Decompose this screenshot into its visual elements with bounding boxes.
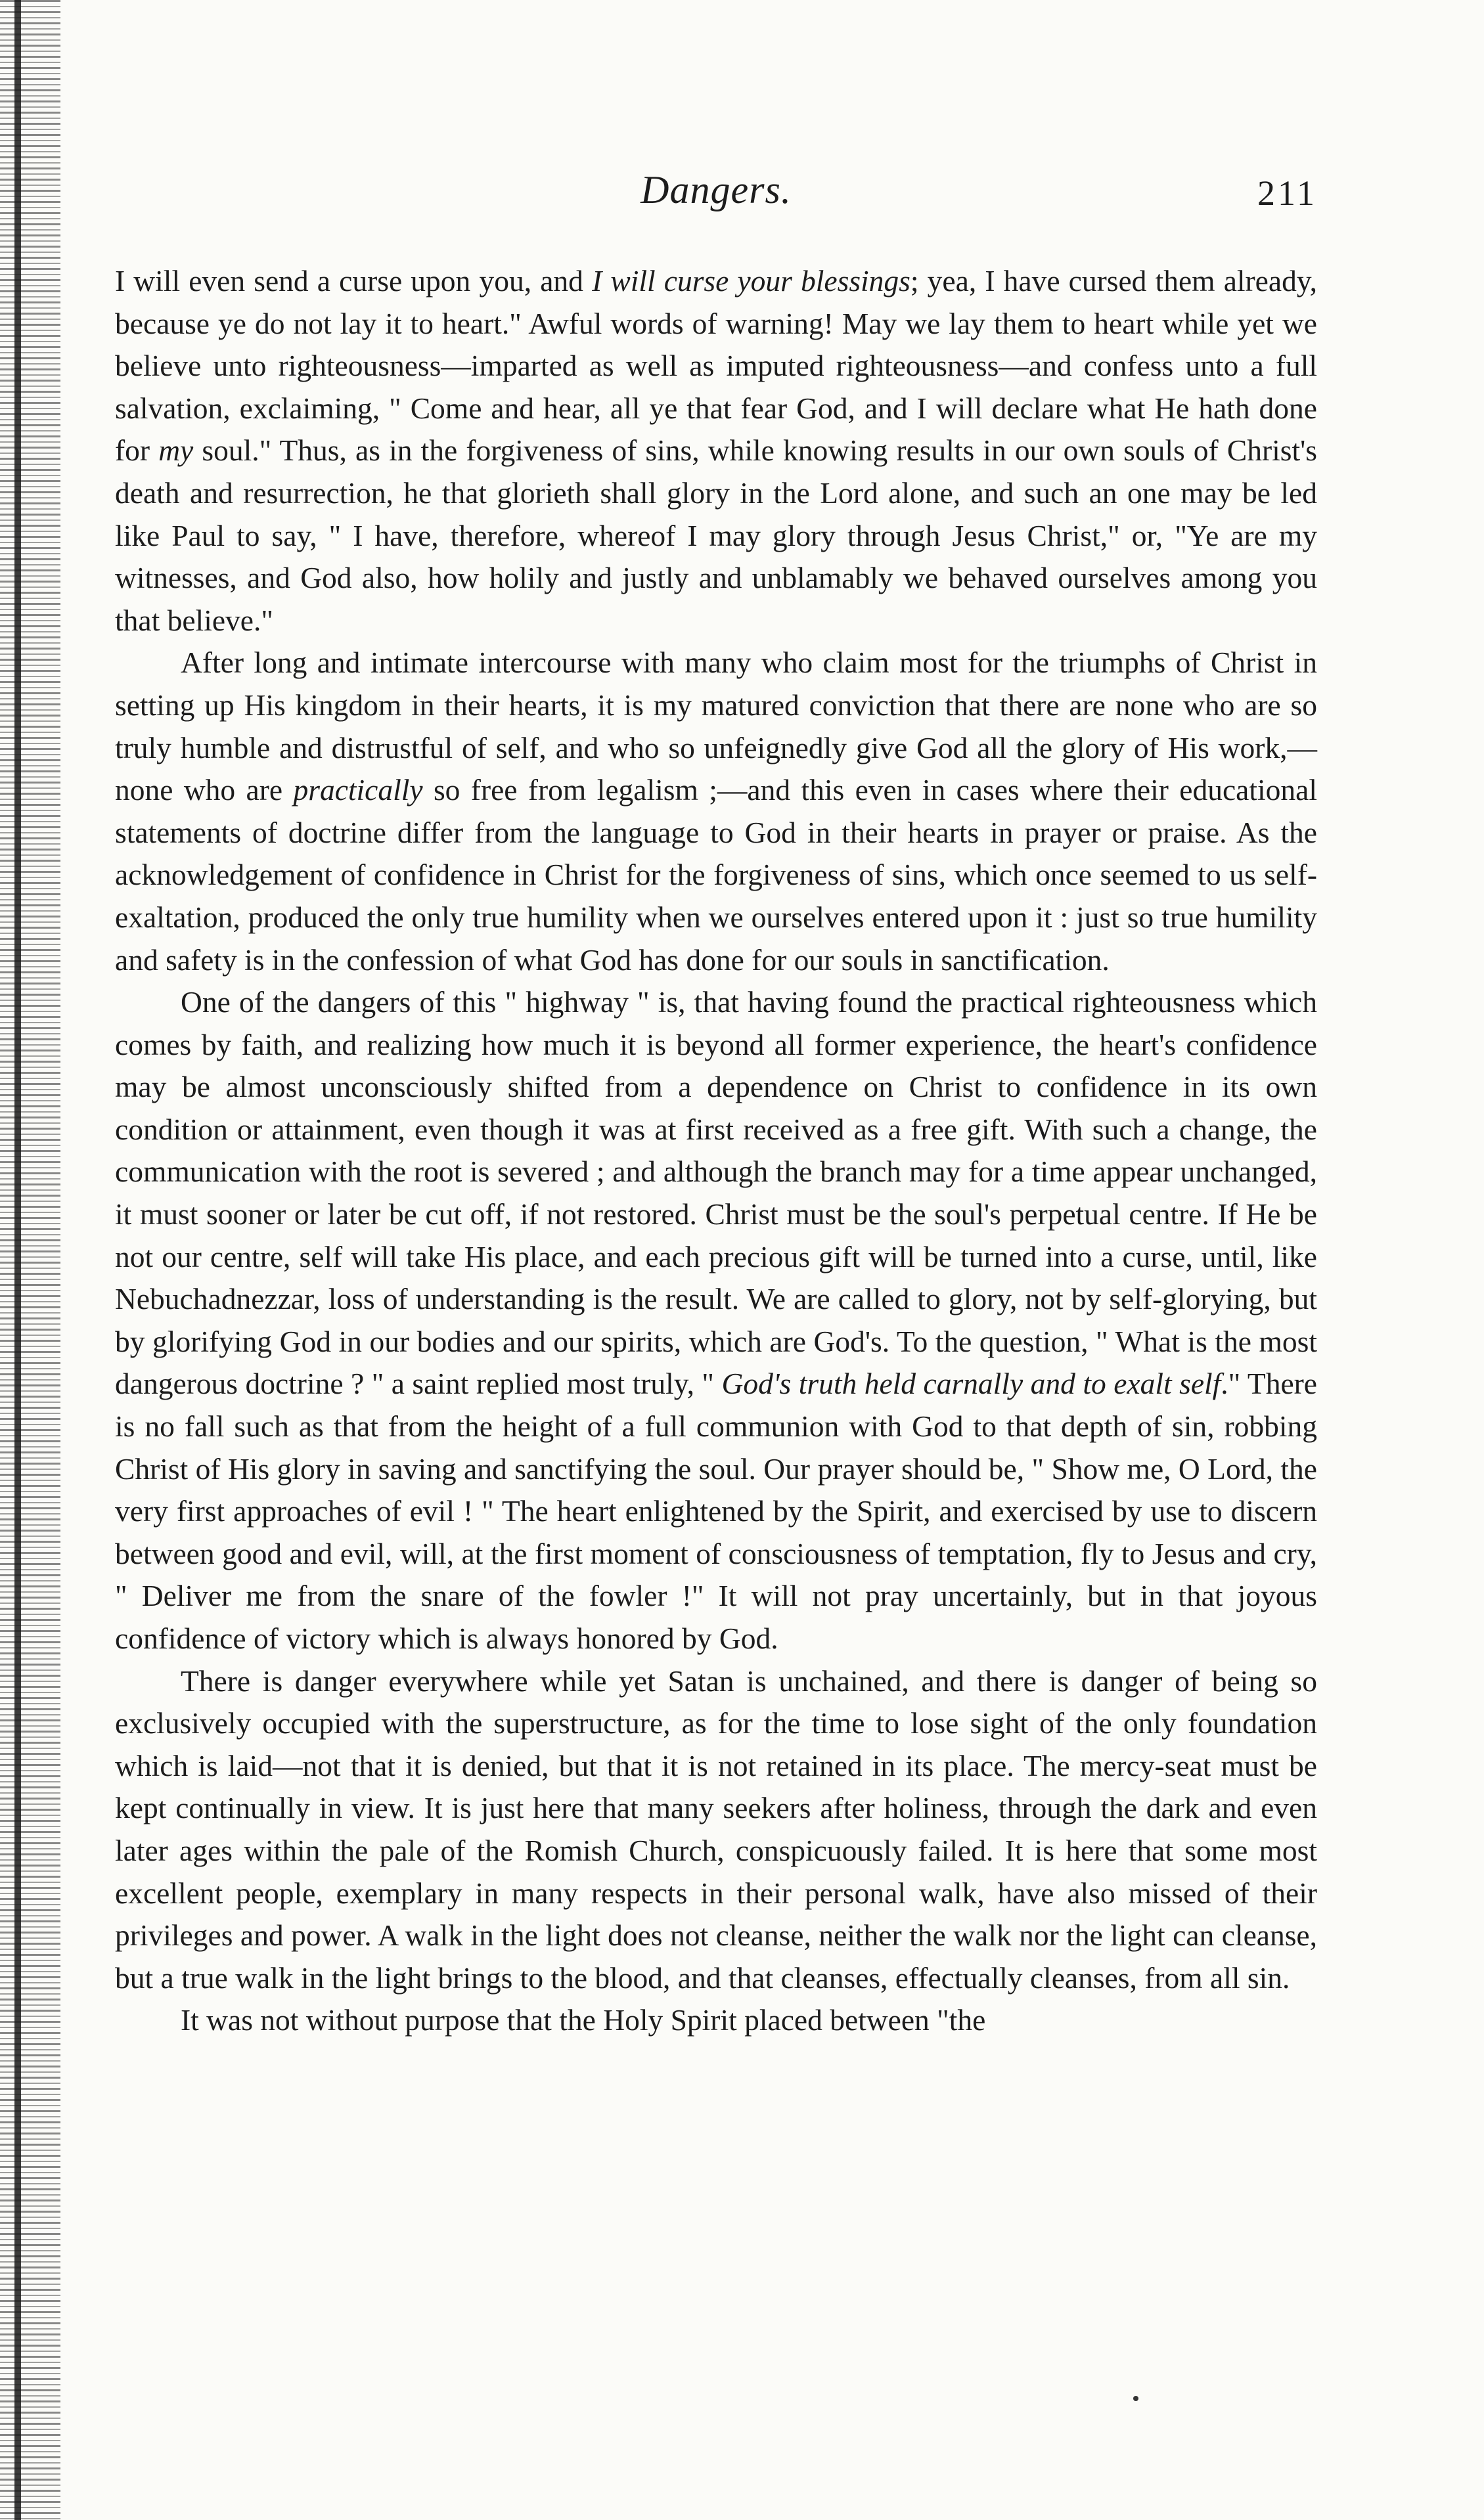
paragraph-3-text-a: One of the dangers of this " highway " is, that having found the practical righteousness which comes by faith, and realizing how much it is beyond all former experience, the heart's confidence may be almost unconsciously shifted from a dependence on Christ to confidence in its own condition or attainment, even though it was at first received as a free gift. With such a change, the communication with the root is severed ; and although the branch may for a time appear unchanged, it must sooner or later be cut off, if not restored. Christ must be the soul's perpetual centre. If He be not our centre, self will take His place, and each precious gift will be turned into a curse, until, like Nebuchadnezzar, loss of understanding is the result. We are called to glory, not by self-glorying, but by glorifying God in our bodies and our spirits, which are God's. To the question, " What is the most dangerous doctrine ? " a saint replied most truly, " <box>115 985 1317 1401</box>
paragraph-3 <box>115 981 1317 1660</box>
paragraph-1-text-b: ; yea, I have cursed them already, because ye do not lay it to heart." Awful words of warning! May we lay them to heart while yet we believe unto righteousness—imparted as well as imputed righteousness—and confess unto a full salvation, exclaiming, " Come and hear, all ye that fear God, and I will declare what He hath done for <box>115 264 1317 468</box>
page-binding-edge <box>0 0 60 2520</box>
stray-ink-dot <box>1133 2396 1138 2401</box>
page-body <box>115 260 1317 2042</box>
paragraph-1 <box>115 260 1317 642</box>
paragraph-1-italic-b: my <box>158 433 194 468</box>
paragraph-5: It was not without purpose that the Holy Spirit placed between "the <box>181 2003 986 2037</box>
paragraph-2-text-b: so free from legalism ;—and this even in cases where their educational statements of doctrine differ from the language to God in their hearts in prayer or praise. As the acknowledgement of confidence in Christ for the forgiveness of sins, which once seemed to us self-exaltation, produced the only true humility when we ourselves entered upon it : just so true humility and safety is in the confession of what God has done for our souls in sanctification. <box>115 773 1317 977</box>
paragraph-3-text-b: ." There is no fall such as that from the height of a full communion with God to that depth of sin, robbing Christ of His glory in saving and sanctifying the soul. Our prayer should be, " Show me, O Lord, the very first approaches of evil ! " The heart enlightened by the Spirit, and exercised by use to discern between good and evil, will, at the first moment of consciousness of temptation, fly to Jesus and cry, " Deliver me from the snare of the fowler !" It will not pray uncertainly, but in that joyous confidence of victory which is always honored by God. <box>115 1367 1317 1655</box>
paragraph-2-text-a: After long and intimate intercourse with many who claim most for the triumphs of Christ in setting up His kingdom in their hearts, it is my matured conviction that there are none who are so truly humble and distrustful of self, and who so unfeignedly give God all the glory of His work,—none who are <box>115 646 1317 807</box>
binding-spine-line <box>14 0 21 2520</box>
running-title: Dangers. <box>641 168 792 211</box>
paragraph-2-italic: practically <box>293 773 423 807</box>
paragraph-1-text-c: soul." Thus, as in the forgiveness of sins, while knowing results in our own souls of Christ's death and resurrection, he that glorieth shall glory in the Lord alone, and such an one may be led like Paul to say, " I have, therefore, whereof I may glory through Jesus Christ," or, "Ye are my witnesses, and God also, how holily and justly and unblamably we behaved ourselves among you that believe." <box>115 433 1317 637</box>
paragraph-3-italic: God's truth held carnally and to exalt self <box>721 1367 1221 1401</box>
page-number: 211 <box>1257 173 1317 213</box>
paragraph-2 <box>115 642 1317 981</box>
paragraph-1-text-a: I will even send a curse upon you, and <box>115 264 593 298</box>
paragraph-1-italic-a: I will curse your blessings <box>592 264 911 298</box>
page-header <box>115 167 1317 240</box>
paragraph-4: There is danger everywhere while yet Satan is unchained, and there is danger of being so exclusively occupied with the superstructure, as for the time to lose sight of the only foundation which is laid—not that it is denied, but that it is not retained in its place. The mercy-seat must be kept continually in view. It is just here that many seekers after holiness, through the dark and even later ages within the pale of the Romish Church, conspicuously failed. It is here that some most excellent people, exemplary in many respects in their personal walk, have also missed of their privileges and power. A walk in the light does not cleanse, neither the walk nor the light can cleanse, but a true walk in the light brings to the blood, and that cleanses, effectually cleanses, from all sin. <box>115 1664 1317 1995</box>
